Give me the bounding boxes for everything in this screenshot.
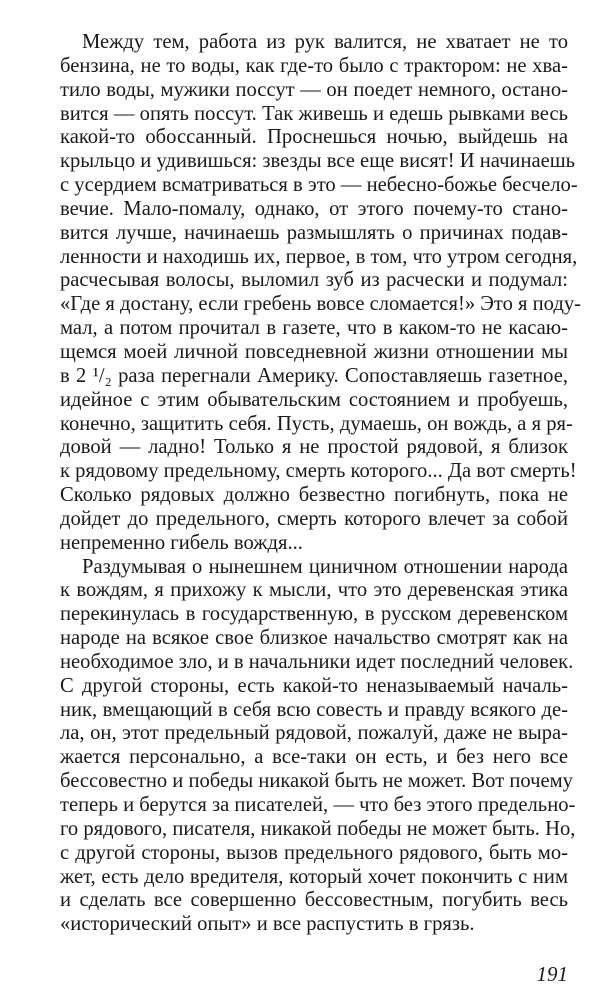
text-line: мал, а потом прочитал в газете, что в каком-то не касаю- [60,317,568,340]
text-line: в 2 ¹/₂ раза перегнали Америку. Сопоставляешь газетное, [60,364,568,387]
text-line: жет, есть дело вредителя, который хочет покончить с ним [60,865,568,888]
text-line: крыльцо и удивишься: звезды все еще висят! И начинаешь [60,150,575,173]
text-line: Раздумывая о нынешнем циничном отношении народа [82,555,568,578]
text-line: жается персонально, а все-таки он есть, и без него все [60,746,568,769]
text-line: идейное с этим обывательским состоянием и пробуешь, [60,388,568,411]
text-line: бессовестно и победы никакой быть не может. Вот почему [60,770,573,793]
text-line: довой — ладно! Только я не простой рядовой, я близок [60,436,568,459]
text-line: ленности и находишь их, первое, в том, что утром сегодня, [60,245,578,268]
text-line: и сделать все совершенно бессовестным, погубить весь [60,889,568,912]
text-line: тило воды, мужики поссут — он поедет немного, остано- [60,78,568,101]
paragraph [60,555,576,938]
text-line: бензина, не то воды, как где-то было с трактором: не хва- [60,54,568,77]
text-line: Между тем, работа из рук валится, не хватает не то [82,31,568,53]
text-line: какой-то обоссанный. Проснешься ночью, выйдешь на [60,126,568,149]
text-line: непременно гибель вождя... [60,531,303,554]
text-line: дойдет до предельного, смерть которого влечет за собой [60,507,568,530]
text-line: с другой стороны, вызов предельного рядового, быть мо- [60,841,568,864]
text-line: к рядовому предельному, смерть которого... Да вот смерть! [60,460,577,483]
page-number: 191 [536,962,568,986]
text-line: го рядового, писателя, никакой победы не может быть. Но, [60,817,576,840]
text-line: необходимое зло, и в начальники идет последний человек. [60,650,574,673]
text-line: вится лучше, начинаешь размышлять о причинах подав- [60,221,568,244]
text-line: народе на всякое свое близкое начальство смотрят как на [60,627,568,650]
text-line: Сколько рядовых должно безвестно погибнуть, пока не [60,484,568,507]
text-line: вится — опять поссут. Так живешь и едешь рывками весь [60,102,568,125]
text-line: расчесывая волосы, выломил зуб из расчески и подумал: [60,269,568,292]
text-line: ник, вмещающий в себя всю совесть и правду всякого де- [60,698,568,721]
page-body [60,31,582,937]
text-line: щемся моей личной повседневной жизни отношении мы [60,340,568,363]
text-line: перекинулась в государственную, в русском деревенском [60,603,568,626]
text-line: теперь и берутся за писателей, — что без этого предельно- [60,794,576,816]
text-line: «исторический опыт» и все распустить в грязь. [60,913,475,936]
text-line: «Где я достану, если гребень вовсе сломается!» Это я поду- [60,293,582,316]
paragraph [60,31,582,556]
text-line: к вождям, я прихожу к мысли, что это деревенская этика [60,579,568,602]
text-line: с усердием всматриваться в это — небесно-божье бесчело- [60,174,578,197]
text-line: С другой стороны, есть какой-то неназываемый началь- [60,674,568,697]
text-line: конечно, защитить себя. Пусть, думаешь, он вождь, а я ря- [60,412,573,435]
text-line: вечие. Мало-помалу, однако, от этого почему-то стано- [60,197,568,220]
text-line: ла, он, этот предельный рядовой, пожалуй, даже не выра- [60,722,568,745]
